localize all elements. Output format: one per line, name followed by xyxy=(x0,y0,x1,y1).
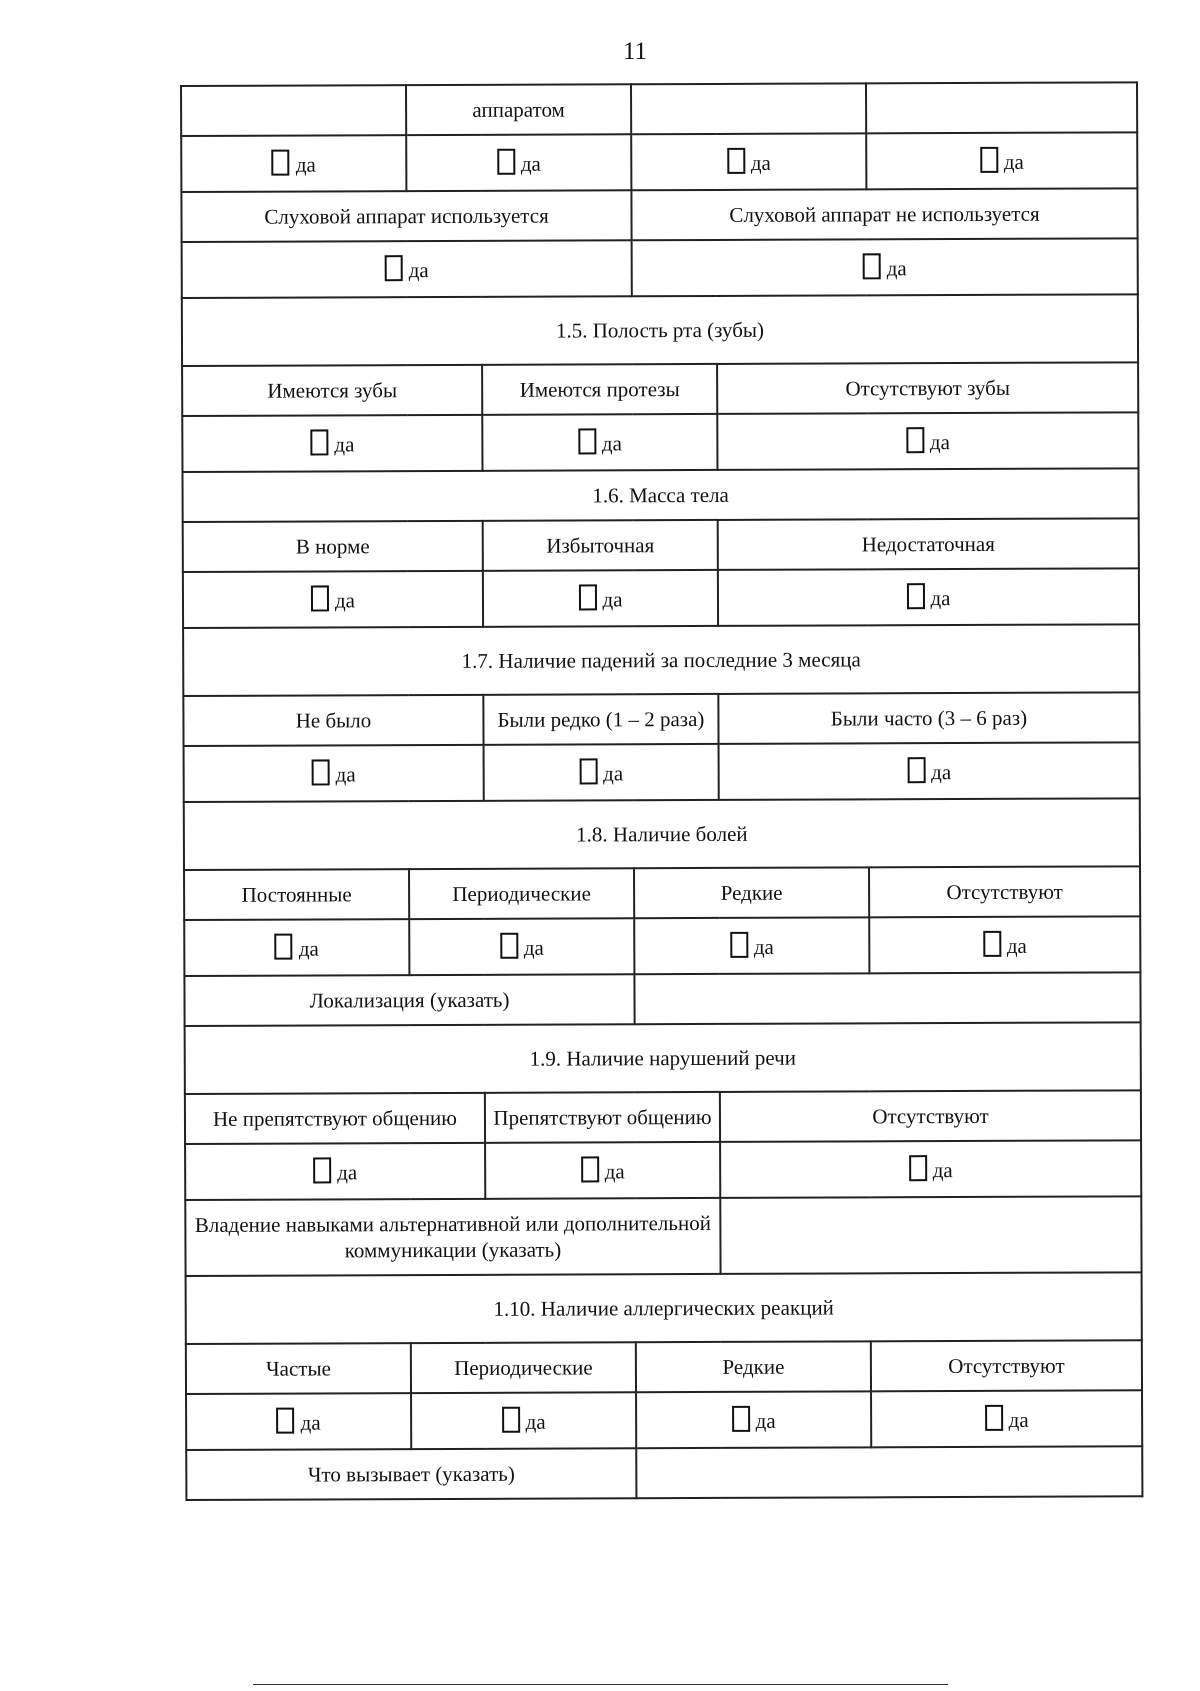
check-cell xyxy=(482,414,717,471)
hearing-checkbox-row xyxy=(181,132,1137,192)
section-title-row xyxy=(185,1022,1141,1094)
checkbox[interactable] xyxy=(907,757,925,783)
options-row xyxy=(185,1090,1141,1144)
check-label: да xyxy=(1006,933,1027,958)
check-label: да xyxy=(931,759,952,785)
option-label: Редкие xyxy=(634,867,869,918)
check-label: да xyxy=(295,152,316,177)
check-label: да xyxy=(602,587,623,612)
section-1-10-title: 1.10. Наличие аллергических реакций xyxy=(186,1272,1142,1344)
check-label: да xyxy=(930,585,951,611)
check-cell xyxy=(719,742,1140,800)
checkbox[interactable] xyxy=(497,149,515,175)
check-cell xyxy=(718,568,1139,626)
checkbox[interactable] xyxy=(983,931,1001,957)
hearing-aid-header-row xyxy=(181,82,1137,136)
option-label: В норме xyxy=(183,521,483,572)
checkbox-row xyxy=(183,568,1139,628)
option-label: Имеются зубы xyxy=(182,365,482,416)
empty-cell xyxy=(631,83,866,134)
options-row xyxy=(183,692,1139,746)
check-label: да xyxy=(337,1160,358,1185)
option-label: Препятствуют общению xyxy=(485,1092,720,1143)
checkbox-row xyxy=(186,1390,1142,1450)
localization-label: Локализация (указать) xyxy=(184,974,634,1026)
option-label: Редкие xyxy=(636,1341,871,1392)
section-1-9-title: 1.9. Наличие нарушений речи xyxy=(185,1022,1141,1094)
allergy-cause-input[interactable] xyxy=(636,1446,1142,1498)
section-title-row xyxy=(186,1272,1142,1344)
options-row xyxy=(182,362,1138,416)
section-1-6-title: 1.6. Масса тела xyxy=(182,468,1138,522)
check-cell xyxy=(182,415,482,472)
check-label: да xyxy=(1008,1407,1029,1432)
check-label: да xyxy=(335,762,356,787)
checkbox[interactable] xyxy=(909,1155,927,1181)
checkbox[interactable] xyxy=(313,1157,331,1183)
communication-skills-label: Владение навыками альтернативной или дополнительной коммуникации (указать) xyxy=(185,1198,720,1276)
check-cell xyxy=(184,745,484,802)
section-title-row xyxy=(183,624,1139,696)
skills-row xyxy=(185,1196,1141,1276)
checkbox[interactable] xyxy=(272,150,290,176)
option-label: Частые xyxy=(186,1343,411,1394)
option-label: Были часто (3 – 6 раз) xyxy=(718,692,1139,744)
hearing-aid-usage-checkbox-row xyxy=(182,238,1138,298)
check-cell xyxy=(636,1391,871,1448)
check-label: да xyxy=(750,150,771,175)
allergy-cause-row xyxy=(186,1446,1142,1500)
checkbox-row xyxy=(185,1140,1141,1200)
check-cell xyxy=(871,1390,1142,1447)
footer-divider xyxy=(253,1684,948,1685)
section-1-7-title: 1.7. Наличие падений за последние 3 месяца xyxy=(183,624,1139,696)
check-cell xyxy=(634,917,869,974)
checkbox[interactable] xyxy=(579,758,597,784)
checkbox[interactable] xyxy=(310,429,328,455)
check-cell xyxy=(186,1393,411,1450)
checkbox[interactable] xyxy=(312,759,330,785)
check-label: да xyxy=(523,935,544,960)
checkbox[interactable] xyxy=(385,255,403,281)
check-label: да xyxy=(334,432,355,457)
check-cell xyxy=(632,238,1138,296)
option-label: Постоянные xyxy=(184,869,409,920)
option-label: Избыточная xyxy=(483,520,718,571)
section-title-row xyxy=(182,294,1138,366)
check-label: да xyxy=(603,761,624,786)
checkbox[interactable] xyxy=(906,427,924,453)
checkbox[interactable] xyxy=(980,147,998,173)
options-row xyxy=(186,1340,1142,1394)
option-label: Недостаточная xyxy=(718,518,1139,570)
check-cell xyxy=(717,412,1138,470)
checkbox[interactable] xyxy=(578,584,596,610)
check-label: да xyxy=(604,1159,625,1184)
checkbox[interactable] xyxy=(311,585,329,611)
localization-row xyxy=(184,972,1140,1026)
check-cell xyxy=(411,1392,636,1449)
check-cell xyxy=(181,135,406,192)
hearing-aid-usage-row xyxy=(181,188,1137,242)
checkbox[interactable] xyxy=(581,1156,599,1182)
option-label: Были редко (1 – 2 раза) xyxy=(483,694,718,745)
option-label: Не препятствуют общению xyxy=(185,1093,485,1144)
checkbox-row xyxy=(184,742,1140,802)
check-label: да xyxy=(753,934,774,959)
checkbox[interactable] xyxy=(906,583,924,609)
checkbox-row xyxy=(184,916,1140,976)
check-label: да xyxy=(929,429,950,455)
check-cell xyxy=(631,133,866,190)
check-cell xyxy=(866,132,1137,189)
check-cell xyxy=(485,1142,720,1199)
checkbox[interactable] xyxy=(985,1405,1003,1431)
check-cell xyxy=(182,240,632,298)
empty-cell xyxy=(866,82,1137,133)
option-label: Отсутствуют зубы xyxy=(717,362,1138,414)
option-label: Отсутствуют xyxy=(720,1090,1141,1142)
checkbox[interactable] xyxy=(732,1406,750,1432)
empty-cell xyxy=(181,85,406,136)
assessment-form-table xyxy=(180,81,1143,1501)
option-label: Отсутствуют xyxy=(869,866,1140,917)
checkbox-row xyxy=(182,412,1138,472)
option-label: Отсутствуют xyxy=(871,1340,1142,1391)
option-label: Не было xyxy=(183,695,483,746)
checkbox[interactable] xyxy=(730,932,748,958)
check-cell xyxy=(406,134,631,191)
section-1-8-title: 1.8. Наличие болей xyxy=(184,798,1140,870)
check-label: да xyxy=(298,936,319,961)
hearing-aid-used-label: Слуховой аппарат используется xyxy=(181,190,631,242)
section-title-row xyxy=(184,798,1140,870)
check-cell xyxy=(869,916,1140,973)
check-label: да xyxy=(334,588,356,613)
localization-input[interactable] xyxy=(634,972,1140,1024)
check-label: да xyxy=(408,257,429,283)
check-label: да xyxy=(755,1408,776,1433)
check-cell xyxy=(484,744,719,801)
option-label: Периодические xyxy=(411,1342,636,1393)
communication-skills-input[interactable] xyxy=(720,1196,1141,1274)
check-cell xyxy=(185,1143,485,1200)
checkbox[interactable] xyxy=(277,1408,295,1434)
allergy-cause-label: Что вызывает (указать) xyxy=(186,1448,636,1500)
check-cell xyxy=(184,919,409,976)
check-label: да xyxy=(300,1410,321,1435)
checkbox[interactable] xyxy=(502,1407,520,1433)
options-row xyxy=(184,866,1140,920)
checkbox[interactable] xyxy=(275,934,293,960)
checkbox[interactable] xyxy=(500,933,518,959)
hearing-aid-not-used-label: Слуховой аппарат не используется xyxy=(631,188,1137,240)
page-number: 11 xyxy=(622,38,648,65)
check-cell xyxy=(483,570,718,627)
check-cell xyxy=(183,571,483,628)
option-label: Периодические xyxy=(409,868,634,919)
check-label: да xyxy=(886,256,907,281)
check-label: да xyxy=(520,151,541,176)
option-label: Имеются протезы xyxy=(482,364,717,415)
checkbox[interactable] xyxy=(578,428,596,454)
checkbox[interactable] xyxy=(863,253,881,279)
hearing-cont-label: аппаратом xyxy=(406,84,631,135)
check-label: да xyxy=(601,431,622,456)
check-label: да xyxy=(525,1409,546,1434)
section-title-row xyxy=(182,468,1138,522)
checkbox[interactable] xyxy=(727,148,745,174)
check-cell xyxy=(720,1140,1141,1198)
options-row xyxy=(183,518,1139,572)
check-label: да xyxy=(1003,149,1024,174)
check-cell xyxy=(409,918,634,975)
section-1-5-title: 1.5. Полость рта (зубы) xyxy=(182,294,1138,366)
check-label: да xyxy=(932,1157,953,1183)
